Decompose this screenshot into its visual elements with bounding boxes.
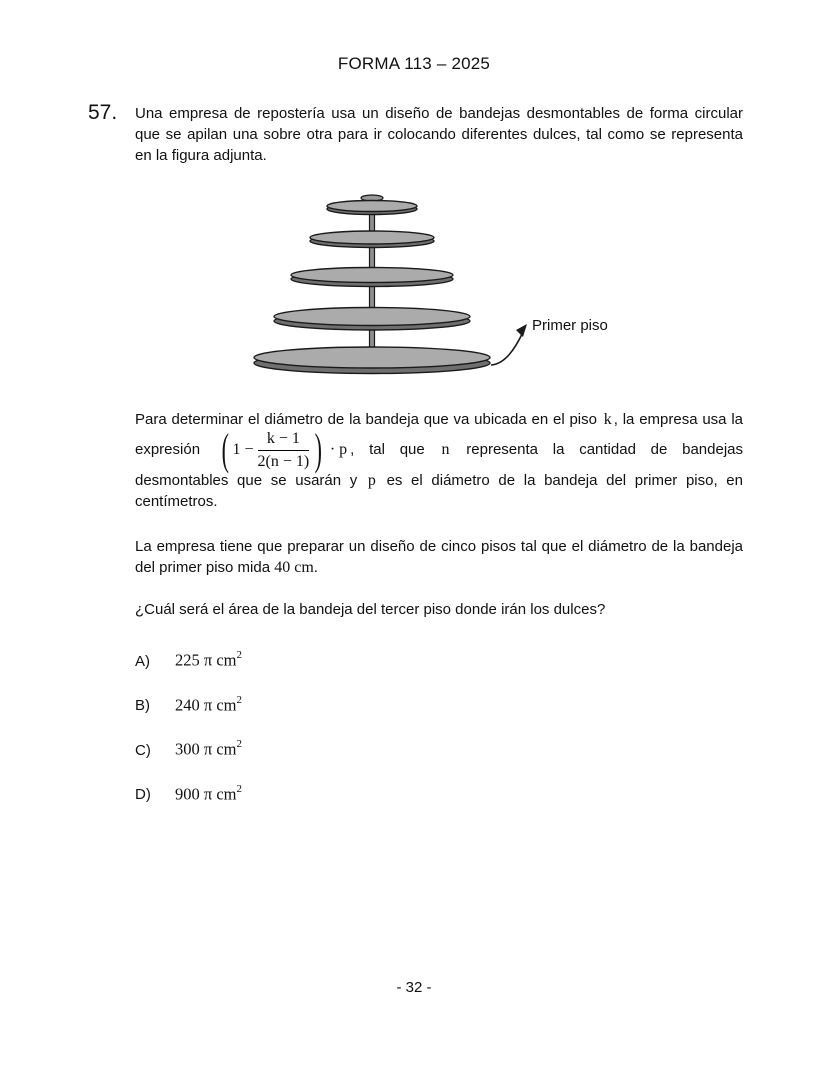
- primer-piso-label: Primer piso: [532, 317, 608, 334]
- para3-seg1: La empresa tiene que preparar un diseño de cinco pisos tal que el diámetro de la bandeja del primer piso mida: [135, 538, 743, 577]
- tray-5: [327, 201, 417, 215]
- para3-seg2: .: [313, 559, 318, 577]
- para2-seg5: es el diámetro de la bandeja del primer piso, en centímetros.: [135, 472, 743, 511]
- option-exponent: 2: [236, 693, 242, 706]
- var-n: n: [441, 441, 450, 459]
- var-p: p: [367, 472, 376, 490]
- option-exponent: 2: [236, 738, 242, 751]
- tray-3: [291, 268, 453, 287]
- option-value: 240 π $cm^2$: [175, 693, 242, 715]
- var-k: k: [603, 411, 612, 428]
- para2-seg3: , tal que: [350, 441, 425, 459]
- question-body: [135, 101, 743, 824]
- diameter-formula: [218, 425, 348, 475]
- fraction-denominator: 2(n − 1): [257, 452, 310, 470]
- answer-options: [135, 646, 743, 805]
- formula-dot-p: · p: [329, 441, 348, 459]
- option-value: 300 π $cm^2$: [175, 738, 242, 759]
- option-exponent: 2: [236, 649, 242, 662]
- option-value: 900 π $cm^2$: [175, 782, 242, 804]
- option-b: [135, 691, 743, 717]
- fraction-numerator: k − 1: [258, 430, 310, 451]
- option-label: C): [135, 741, 151, 759]
- formula-paragraph: [135, 409, 743, 512]
- callout-arrow: [491, 324, 527, 365]
- option-label: A): [135, 652, 150, 670]
- open-paren: (: [221, 425, 229, 475]
- option-c: [135, 735, 743, 761]
- page-title: FORMA 113 – 2025: [337, 54, 491, 73]
- tray-1: [254, 347, 490, 374]
- question-number: 57.: [88, 101, 118, 124]
- option-label: D): [135, 786, 151, 804]
- design-paragraph: [135, 536, 743, 578]
- para2-seg1: Para determinar el diámetro de la bandeja que va ubicada en el piso: [135, 411, 597, 428]
- option-exponent: 2: [236, 782, 242, 795]
- diameter-value: 40 cm: [274, 559, 314, 577]
- para2-seg4: representa la cantidad de bandejas desmontables que se usarán y: [135, 441, 744, 490]
- option-label: B): [135, 697, 150, 715]
- question-intro: Una empresa de repostería usa un diseño de bandejas desmontables de forma circular que se apilan una sobre otra para ir colocando diferentes dulces, tal como se representa en la figura adjunta.: [135, 105, 743, 164]
- close-paren: ): [314, 425, 323, 475]
- question-57: [88, 101, 743, 824]
- tray-2: [274, 308, 470, 331]
- option-value: 225 π $cm^2$: [175, 649, 242, 670]
- option-d: [135, 780, 743, 806]
- cake-stand-drawing: [135, 191, 743, 383]
- para2-seg2: , la empresa usa la expresión: [135, 411, 743, 459]
- formula-lead: 1 −: [232, 441, 254, 459]
- tray-4: [310, 231, 434, 248]
- option-a: [135, 646, 743, 672]
- question-prompt: ¿Cuál será el área de la bandeja del tercer piso donde irán los dulces?: [135, 601, 606, 619]
- formula-fraction: [258, 430, 310, 470]
- page-number: - 32 -: [396, 979, 432, 996]
- cake-stand-figure: [135, 191, 743, 383]
